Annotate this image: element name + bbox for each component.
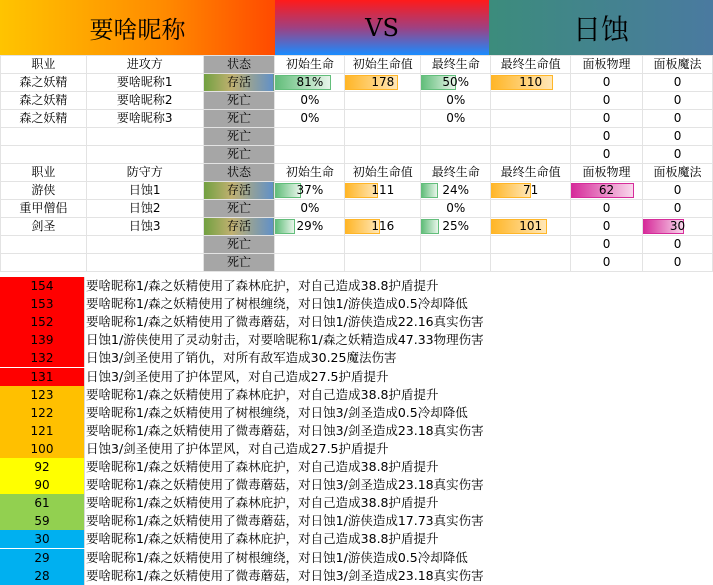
panel-phys-value: 0 [602, 111, 611, 125]
col-panel-mag: 面板魔法 [643, 164, 713, 182]
status-cell: 死亡 [203, 146, 275, 164]
init-hp-pct-value: 81% [296, 75, 324, 89]
log-tick: 121 [0, 422, 84, 440]
final-hp-val [491, 182, 571, 200]
log-entry [0, 313, 713, 331]
defender-row [1, 200, 713, 218]
log-tick: 154 [0, 277, 84, 295]
log-message: 要啥昵称1/森之妖精使用了森林庇护，对自己造成38.8护盾提升 [86, 495, 439, 511]
final-hp-pct-value: 0% [446, 93, 466, 107]
col-panel-mag: 面板魔法 [643, 56, 713, 74]
col-panel-phys: 面板物理 [571, 164, 643, 182]
col-init-hp-val: 初始生命值 [345, 56, 421, 74]
status-cell: 存活 [203, 74, 275, 92]
log-entry [0, 277, 713, 295]
attacker-row [1, 146, 713, 164]
status-cell: 死亡 [203, 236, 275, 254]
final-hp-pct-value: 50% [442, 75, 470, 89]
log-message: 要啥昵称1/森之妖精使用了森林庇护，对自己造成38.8护盾提升 [86, 386, 439, 402]
init-hp-val [345, 218, 421, 236]
panel-phys-value: 0 [602, 75, 611, 89]
log-message: 要啥昵称1/森之妖精使用了树根缠绕，对日蚀3/剑圣造成0.5冷却降低 [86, 404, 468, 420]
job-cell [1, 128, 87, 146]
log-message: 要啥昵称1/森之妖精使用了微毒蘑菇，对日蚀1/游侠造成17.73真实伤害 [86, 513, 484, 529]
final-hp-val-value: 110 [519, 75, 543, 89]
status-cell: 存活 [203, 218, 275, 236]
init-hp-val [345, 182, 421, 200]
log-divider [84, 386, 85, 404]
final-hp-val-value: 101 [519, 219, 543, 233]
defender-row [1, 218, 713, 236]
defenders-header-row [1, 164, 713, 182]
col-final-hp-val: 最终生命值 [491, 164, 571, 182]
panel-mag-value: 0 [673, 201, 682, 215]
init-hp-pct [275, 146, 345, 164]
name-cell [86, 254, 203, 272]
log-divider [84, 549, 85, 567]
init-hp-val [345, 254, 421, 272]
panel-mag [643, 92, 713, 110]
init-hp-pct [275, 110, 345, 128]
init-hp-pct [275, 182, 345, 200]
panel-phys [571, 254, 643, 272]
panel-mag-value: 0 [673, 93, 682, 107]
final-hp-val [491, 74, 571, 92]
name-cell: 要啥昵称1 [86, 74, 203, 92]
final-hp-pct [421, 218, 491, 236]
defender-row [1, 182, 713, 200]
job-cell [1, 254, 87, 272]
init-hp-pct [275, 254, 345, 272]
panel-mag-value: 0 [673, 75, 682, 89]
panel-phys-value: 0 [602, 93, 611, 107]
name-cell [86, 128, 203, 146]
status-cell: 死亡 [203, 128, 275, 146]
panel-phys [571, 182, 643, 200]
final-hp-val [491, 254, 571, 272]
panel-phys [571, 110, 643, 128]
log-tick: 59 [0, 512, 84, 530]
log-tick: 123 [0, 386, 84, 404]
init-hp-pct [275, 218, 345, 236]
log-entry [0, 476, 713, 494]
log-divider [84, 458, 85, 476]
col-final-hp-val: 最终生命值 [491, 56, 571, 74]
job-cell: 森之妖精 [1, 74, 87, 92]
final-hp-val [491, 128, 571, 146]
log-tick: 139 [0, 331, 84, 349]
log-message: 日蚀3/剑圣使用了护体罡风，对自己造成27.5护盾提升 [86, 368, 389, 384]
panel-mag [643, 74, 713, 92]
name-cell [86, 236, 203, 254]
panel-mag [643, 146, 713, 164]
final-hp-pct [421, 128, 491, 146]
attackers-header-row [1, 56, 713, 74]
init-hp-pct-value: 37% [296, 183, 324, 197]
init-hp-pct-value: 0% [300, 201, 320, 215]
init-hp-val-value: 178 [371, 75, 395, 89]
panel-mag-value: 0 [673, 255, 682, 269]
log-tick: 153 [0, 295, 84, 313]
init-hp-pct [275, 92, 345, 110]
init-hp-val [345, 92, 421, 110]
log-entry [0, 530, 713, 548]
panel-phys-value: 0 [602, 219, 611, 233]
attacker-row [1, 74, 713, 92]
init-hp-pct [275, 128, 345, 146]
panel-mag [643, 254, 713, 272]
final-hp-pct [421, 74, 491, 92]
attacker-row [1, 128, 713, 146]
panel-mag-value: 0 [673, 183, 682, 197]
panel-mag [643, 182, 713, 200]
init-hp-pct-value: 29% [296, 219, 324, 233]
log-message: 要啥昵称1/森之妖精使用了微毒蘑菇，对日蚀3/剑圣造成23.18真实伤害 [86, 567, 484, 583]
name-cell: 要啥昵称2 [86, 92, 203, 110]
init-hp-pct [275, 74, 345, 92]
final-hp-val [491, 200, 571, 218]
log-tick: 131 [0, 368, 84, 386]
col-job: 职业 [1, 164, 87, 182]
init-hp-pct-value: 0% [300, 111, 320, 125]
name-cell: 日蚀1 [86, 182, 203, 200]
log-divider [84, 567, 85, 585]
log-message: 要啥昵称1/森之妖精使用了森林庇护，对自己造成38.8护盾提升 [86, 531, 439, 547]
name-cell: 日蚀2 [86, 200, 203, 218]
attacker-row [1, 92, 713, 110]
log-divider [84, 494, 85, 512]
log-tick: 152 [0, 313, 84, 331]
versus-label: VS [275, 0, 489, 55]
col-side: 进攻方 [86, 56, 203, 74]
init-hp-val [345, 236, 421, 254]
log-tick: 92 [0, 458, 84, 476]
final-hp-pct-value: 24% [442, 183, 470, 197]
status-cell: 死亡 [203, 110, 275, 128]
panel-mag-value: 0 [673, 147, 682, 161]
col-job: 职业 [1, 56, 87, 74]
final-hp-pct-value: 0% [446, 201, 466, 215]
log-divider [84, 404, 85, 422]
log-entry [0, 404, 713, 422]
log-entry [0, 386, 713, 404]
job-cell: 重甲僧侣 [1, 200, 87, 218]
log-message: 要啥昵称1/森之妖精使用了树根缠绕，对日蚀1/游侠造成0.5冷却降低 [86, 549, 468, 565]
log-divider [84, 277, 85, 295]
panel-mag-value: 30 [669, 219, 686, 233]
col-final-hp-pct: 最终生命 [421, 164, 491, 182]
log-message: 要啥昵称1/森之妖精使用了森林庇护，对自己造成38.8护盾提升 [86, 459, 439, 474]
log-message: 日蚀1/游侠使用了灵动射击，对要啥昵称1/森之妖精造成47.33物理伤害 [86, 332, 484, 348]
init-hp-pct [275, 236, 345, 254]
panel-phys [571, 236, 643, 254]
final-hp-pct-value: 0% [446, 111, 466, 125]
log-message: 要啥昵称1/森之妖精使用了微毒蘑菇，对日蚀3/剑圣造成23.18真实伤害 [86, 477, 484, 493]
col-init-hp-val: 初始生命值 [345, 164, 421, 182]
job-cell: 游侠 [1, 182, 87, 200]
panel-phys-value: 0 [602, 237, 611, 251]
status-cell: 死亡 [203, 200, 275, 218]
panel-mag [643, 128, 713, 146]
log-divider [84, 295, 85, 313]
panel-phys-value: 62 [598, 183, 615, 197]
log-entry [0, 440, 713, 458]
col-side: 防守方 [86, 164, 203, 182]
log-divider [84, 512, 85, 530]
init-hp-val [345, 74, 421, 92]
status-cell: 存活 [203, 182, 275, 200]
log-message: 要啥昵称1/森之妖精使用了微毒蘑菇，对日蚀1/游侠造成22.16真实伤害 [86, 314, 484, 330]
init-hp-val [345, 146, 421, 164]
log-divider [84, 422, 85, 440]
log-tick: 122 [0, 404, 84, 422]
status-cell: 死亡 [203, 92, 275, 110]
panel-mag [643, 218, 713, 236]
init-hp-val [345, 128, 421, 146]
defender-row [1, 236, 713, 254]
panel-phys [571, 92, 643, 110]
log-entry [0, 368, 713, 386]
final-hp-val [491, 92, 571, 110]
log-entry [0, 494, 713, 512]
final-hp-val-value: 71 [523, 183, 539, 197]
job-cell: 森之妖精 [1, 92, 87, 110]
col-init-hp-pct: 初始生命 [275, 164, 345, 182]
final-hp-val [491, 110, 571, 128]
final-hp-pct [421, 110, 491, 128]
defender-row [1, 254, 713, 272]
col-final-hp-pct: 最终生命 [421, 56, 491, 74]
log-entry [0, 349, 713, 367]
init-hp-val [345, 200, 421, 218]
battle-stats-table [0, 55, 713, 272]
panel-mag-value: 0 [673, 111, 682, 125]
final-hp-pct [421, 200, 491, 218]
attacker-row [1, 110, 713, 128]
name-cell [86, 146, 203, 164]
panel-phys [571, 218, 643, 236]
log-message: 要啥昵称1/森之妖精使用了树根缠绕，对日蚀1/游侠造成0.5冷却降低 [86, 296, 468, 312]
panel-mag [643, 110, 713, 128]
init-hp-pct [275, 200, 345, 218]
job-cell: 森之妖精 [1, 110, 87, 128]
log-entry [0, 567, 713, 585]
panel-phys [571, 146, 643, 164]
log-tick: 100 [0, 440, 84, 458]
log-divider [84, 331, 85, 349]
defender-team-title: 日蚀 [489, 0, 713, 55]
final-hp-pct [421, 182, 491, 200]
init-hp-val [345, 110, 421, 128]
final-hp-val [491, 146, 571, 164]
log-divider [84, 368, 85, 386]
final-hp-pct-value: 25% [442, 219, 470, 233]
log-entry [0, 458, 713, 476]
log-tick: 30 [0, 530, 84, 548]
log-message: 日蚀3/剑圣使用了销仇，对所有敌军造成30.25魔法伤害 [86, 350, 397, 366]
init-hp-val-value: 111 [371, 183, 395, 197]
log-message: 日蚀3/剑圣使用了护体罡风，对自己造成27.5护盾提升 [86, 440, 389, 456]
final-hp-pct [421, 236, 491, 254]
panel-phys-value: 0 [602, 129, 611, 143]
final-hp-pct [421, 146, 491, 164]
log-entry [0, 331, 713, 349]
log-divider [84, 476, 85, 494]
log-entry [0, 295, 713, 313]
log-divider [84, 349, 85, 367]
panel-mag-value: 0 [673, 129, 682, 143]
log-entry [0, 549, 713, 567]
panel-mag [643, 200, 713, 218]
log-message: 要啥昵称1/森之妖精使用了森林庇护，对自己造成38.8护盾提升 [86, 278, 439, 293]
log-divider [84, 440, 85, 458]
panel-phys [571, 128, 643, 146]
final-hp-val [491, 218, 571, 236]
panel-mag [643, 236, 713, 254]
panel-phys-value: 0 [602, 147, 611, 161]
log-tick: 90 [0, 476, 84, 494]
panel-phys-value: 0 [602, 255, 611, 269]
log-tick: 29 [0, 549, 84, 567]
job-cell [1, 146, 87, 164]
log-tick: 28 [0, 567, 84, 585]
job-cell: 剑圣 [1, 218, 87, 236]
final-hp-pct [421, 254, 491, 272]
col-status: 状态 [203, 164, 275, 182]
panel-phys [571, 200, 643, 218]
battle-header [0, 0, 713, 55]
name-cell: 日蚀3 [86, 218, 203, 236]
panel-phys-value: 0 [602, 201, 611, 215]
init-hp-val-value: 116 [371, 219, 395, 233]
final-hp-pct [421, 92, 491, 110]
attacker-team-title: 要啥昵称 [0, 0, 275, 55]
col-init-hp-pct: 初始生命 [275, 56, 345, 74]
panel-mag-value: 0 [673, 237, 682, 251]
log-entry [0, 422, 713, 440]
col-panel-phys: 面板物理 [571, 56, 643, 74]
log-divider [84, 313, 85, 331]
init-hp-pct-value: 0% [300, 93, 320, 107]
final-hp-val [491, 236, 571, 254]
log-tick: 61 [0, 494, 84, 512]
log-entry [0, 512, 713, 530]
log-divider [84, 530, 85, 548]
log-message: 要啥昵称1/森之妖精使用了微毒蘑菇，对日蚀3/剑圣造成23.18真实伤害 [86, 422, 484, 438]
job-cell [1, 236, 87, 254]
name-cell: 要啥昵称3 [86, 110, 203, 128]
log-tick: 132 [0, 349, 84, 367]
panel-phys [571, 74, 643, 92]
col-status: 状态 [203, 56, 275, 74]
status-cell: 死亡 [203, 254, 275, 272]
